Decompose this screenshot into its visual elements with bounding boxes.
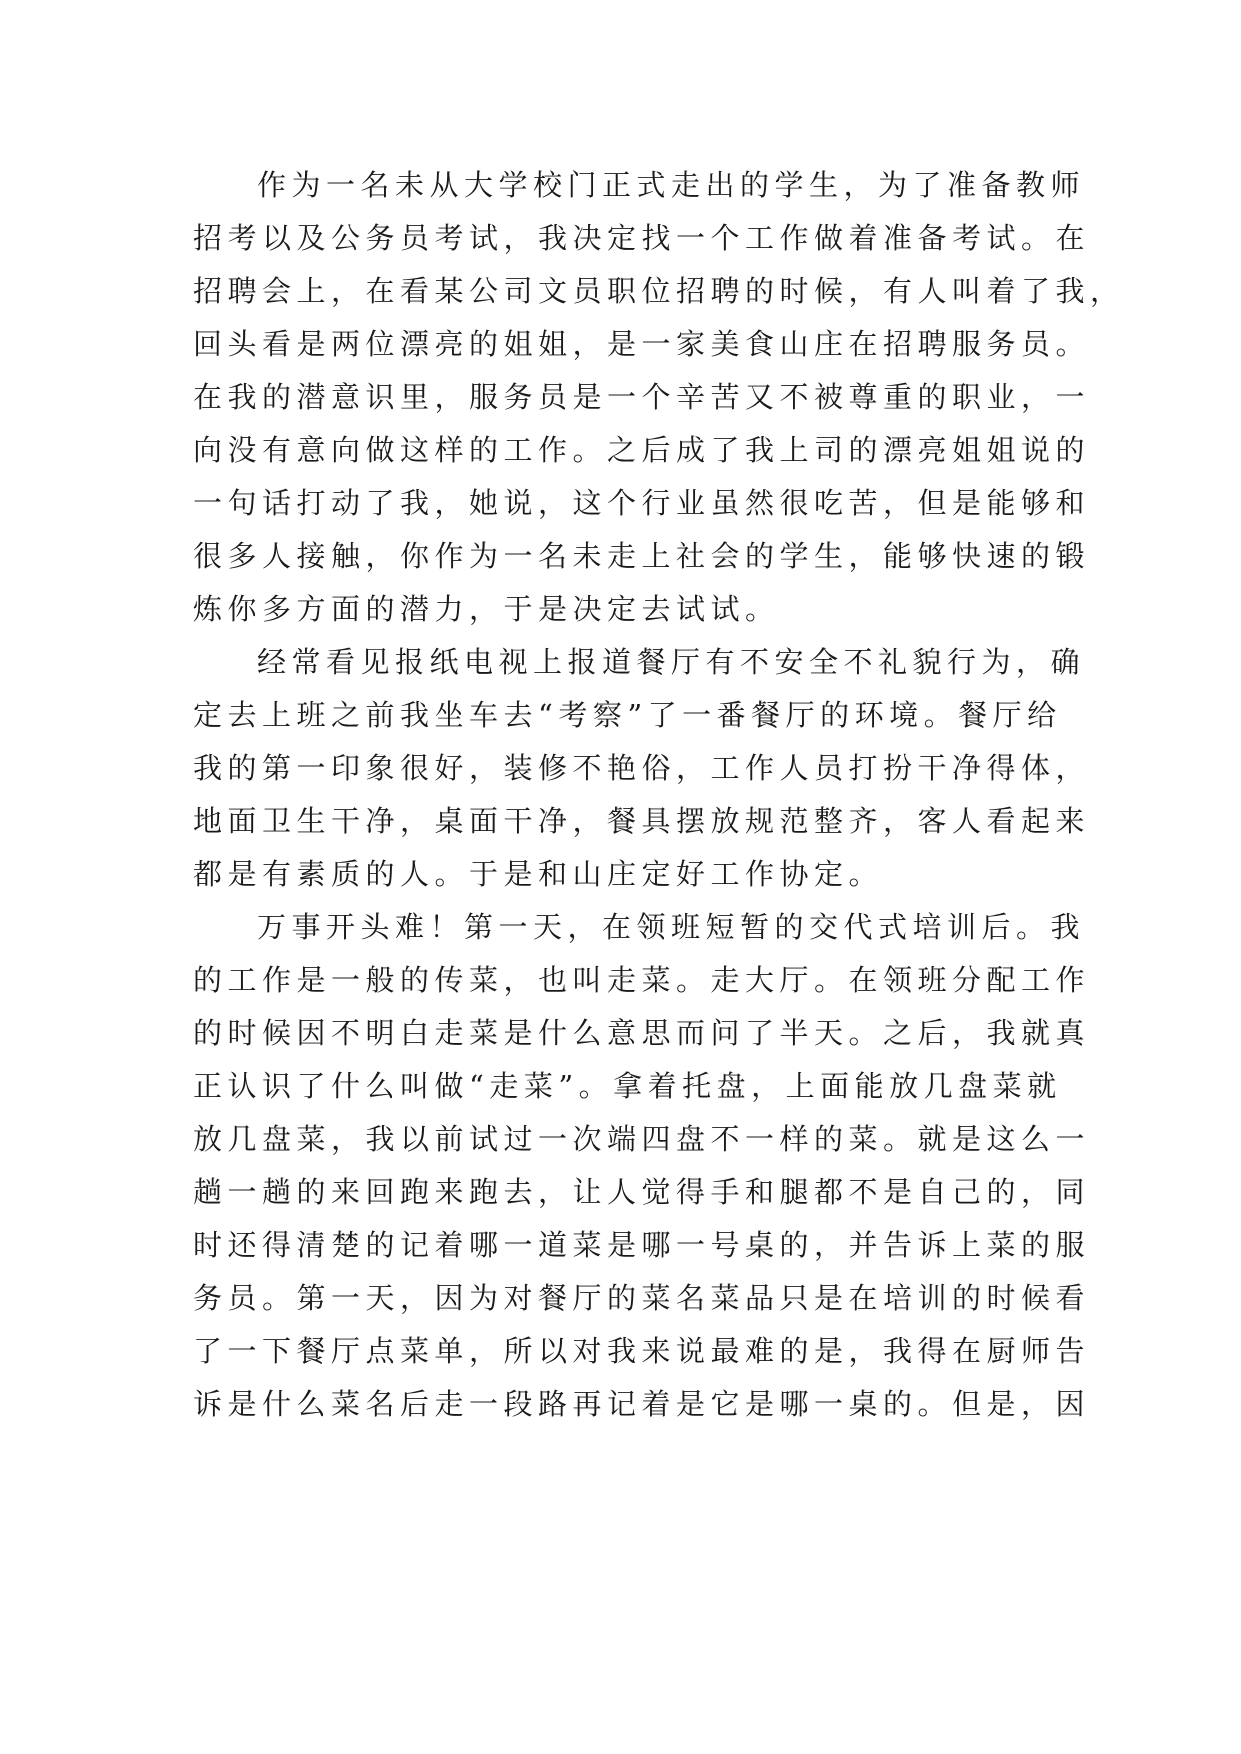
paragraph-1 — [193, 160, 1125, 634]
paragraph-3 — [193, 902, 1093, 1429]
text-line: 我的第一印象很好，装修不艳俗，工作人员打扮干净得体， — [193, 751, 1091, 785]
text-line: 放几盘菜，我以前试过一次端四盘不一样的菜。就是这么一 — [193, 1122, 1091, 1156]
text-line: 招考以及公务员考试，我决定找一个工作做着准备考试。在 — [193, 221, 1091, 255]
text-line: 很多人接触，你作为一名未走上社会的学生，能够快速的锻 — [193, 539, 1091, 573]
text-line: 在我的潜意识里，服务员是一个辛苦又不被尊重的职业，一 — [193, 380, 1091, 414]
text-line: 作为一名未从大学校门正式走出的学生，为了准备教师 — [257, 168, 1086, 202]
text-line: 时还得清楚的记着哪一道菜是哪一号桌的，并告诉上菜的服 — [193, 1228, 1091, 1262]
text-line: 经常看见报纸电视上报道餐厅有不安全不礼貌行为，确 — [257, 645, 1086, 679]
text-line: 一句话打动了我，她说，这个行业虽然很吃苦，但是能够和 — [193, 486, 1091, 520]
paragraph-2 — [193, 637, 1093, 899]
document-body — [193, 160, 1125, 1432]
text-line: 招聘会上，在看某公司文员职位招聘的时候，有人叫着了我， — [193, 274, 1125, 308]
text-line: 炼你多方面的潜力，于是决定去试试。 — [193, 592, 780, 626]
text-line: 务员。第一天，因为对餐厅的菜名菜品只是在培训的时候看 — [193, 1281, 1091, 1315]
text-line: 了一下餐厅点菜单，所以对我来说最难的是，我得在厨师告 — [193, 1334, 1091, 1368]
text-line: 诉是什么菜名后走一段路再记着是它是哪一桌的。但是，因 — [193, 1387, 1091, 1421]
text-line: 正认识了什么叫做“走菜”。拿着托盘，上面能放几盘菜就 — [193, 1069, 1062, 1103]
text-line: 地面卫生干净，桌面干净，餐具摆放规范整齐，客人看起来 — [193, 804, 1091, 838]
text-line: 都是有素质的人。于是和山庄定好工作协定。 — [193, 857, 884, 891]
text-line: 趟一趟的来回跑来跑去，让人觉得手和腿都不是自己的，同 — [193, 1175, 1091, 1209]
text-line: 定去上班之前我坐车去“考察”了一番餐厅的环境。餐厅给 — [193, 698, 1062, 732]
text-line: 万事开头难！第一天，在领班短暂的交代式培训后。我 — [257, 910, 1086, 944]
text-line: 回头看是两位漂亮的姐姐，是一家美食山庄在招聘服务员。 — [193, 327, 1091, 361]
text-line: 的时候因不明白走菜是什么意思而问了半天。之后，我就真 — [193, 1016, 1091, 1050]
text-line: 向没有意向做这样的工作。之后成了我上司的漂亮姐姐说的 — [193, 433, 1091, 467]
text-line: 的工作是一般的传菜，也叫走菜。走大厅。在领班分配工作 — [193, 963, 1091, 997]
